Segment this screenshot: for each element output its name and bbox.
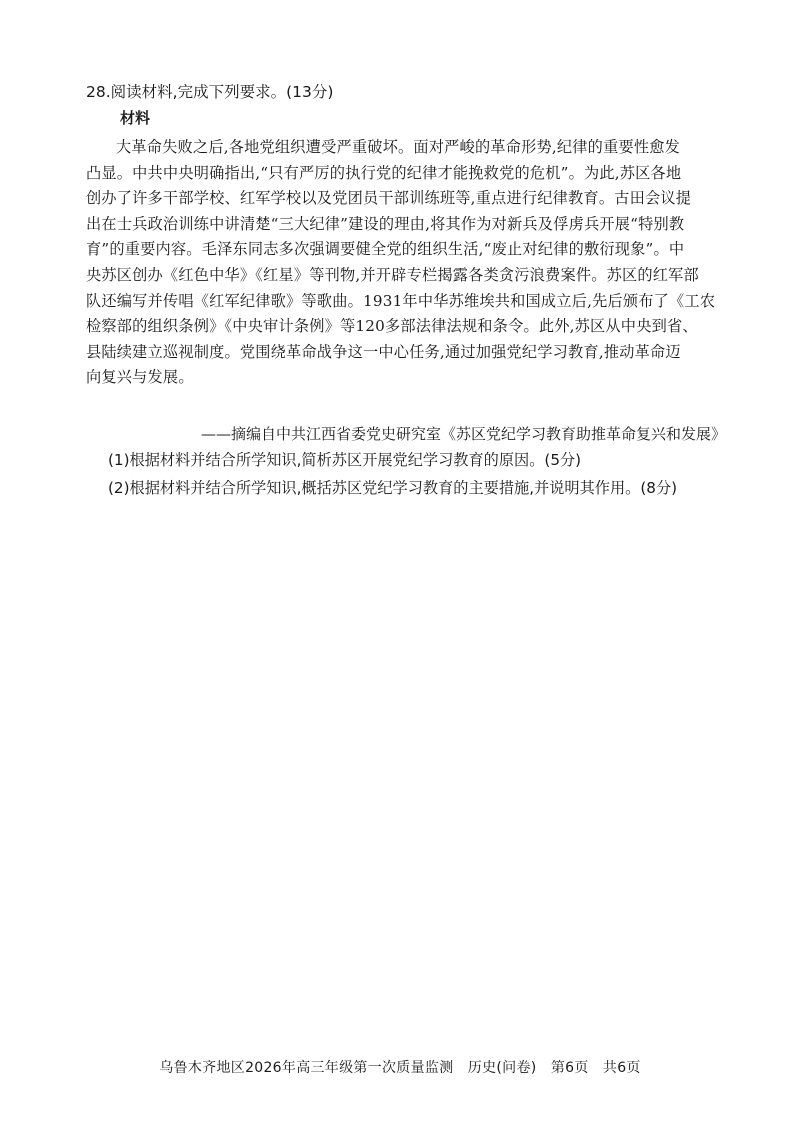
sub-question-2: (2)根据材料并结合所学知识,概括苏区党纪学习教育的主要措施,并说明其作用。(8分) [108,479,678,497]
passage-line: 县陆续建立巡视制度。党围绕革命战争这一中心任务,通过加强党纪学习教育,推动革命迈 [86,342,681,361]
material-passage [86,135,726,391]
passage-line: 凸显。中共中央明确指出,“只有严厉的执行党的纪律才能挽救党的危机”。为此,苏区各地 [86,163,682,182]
page-footer: 乌鲁木齐地区2026年高三年级第一次质量监测 历史(问卷) 第6页 共6页 [159,1060,641,1076]
passage-line: 大革命失败之后,各地党组织遭受严重破坏。面对严峻的革命形势,纪律的重要性愈发 [116,138,681,156]
sub-question-1: (1)根据材料并结合所学知识,简析苏区开展党纪学习教育的原因。(5分) [108,451,582,469]
question-title: 28.阅读材料,完成下列要求。(13分) [86,83,334,101]
passage-line: 育”的重要内容。毛泽东同志多次强调要健全党的组织生活,“废止对纪律的敷衍现象”。中 [86,240,685,259]
passage-line: 创办了许多干部学校、红军学校以及党团员干部训练班等,重点进行纪律教育。古田会议提 [86,189,692,208]
passage-line: 出在士兵政治训练中讲清楚“三大纪律”建设的理由,将其作为对新兵及俘虏兵开展“特别教 [86,214,685,233]
passage-line: 队还编写并传唱《红军纪律歌》等歌曲。1931年中华苏维埃共和国成立后,先后颁布了《工农 [86,291,716,310]
passage-line: 向复兴与发展。 [86,368,194,387]
passage-line: 检察部的组织条例》《中央审计条例》等120多部法律法规和条令。此外,苏区从中央到省、 [86,317,698,336]
material-source: ——摘编自中共江西省委党史研究室《苏区党纪学习教育助推革命复兴和发展》 [200,425,726,443]
passage-line: 央苏区创办《红色中华》《红星》等刊物,并开辟专栏揭露各类贪污浪费案件。苏区的红军部 [86,265,699,284]
material-label: 材料 [120,109,151,127]
